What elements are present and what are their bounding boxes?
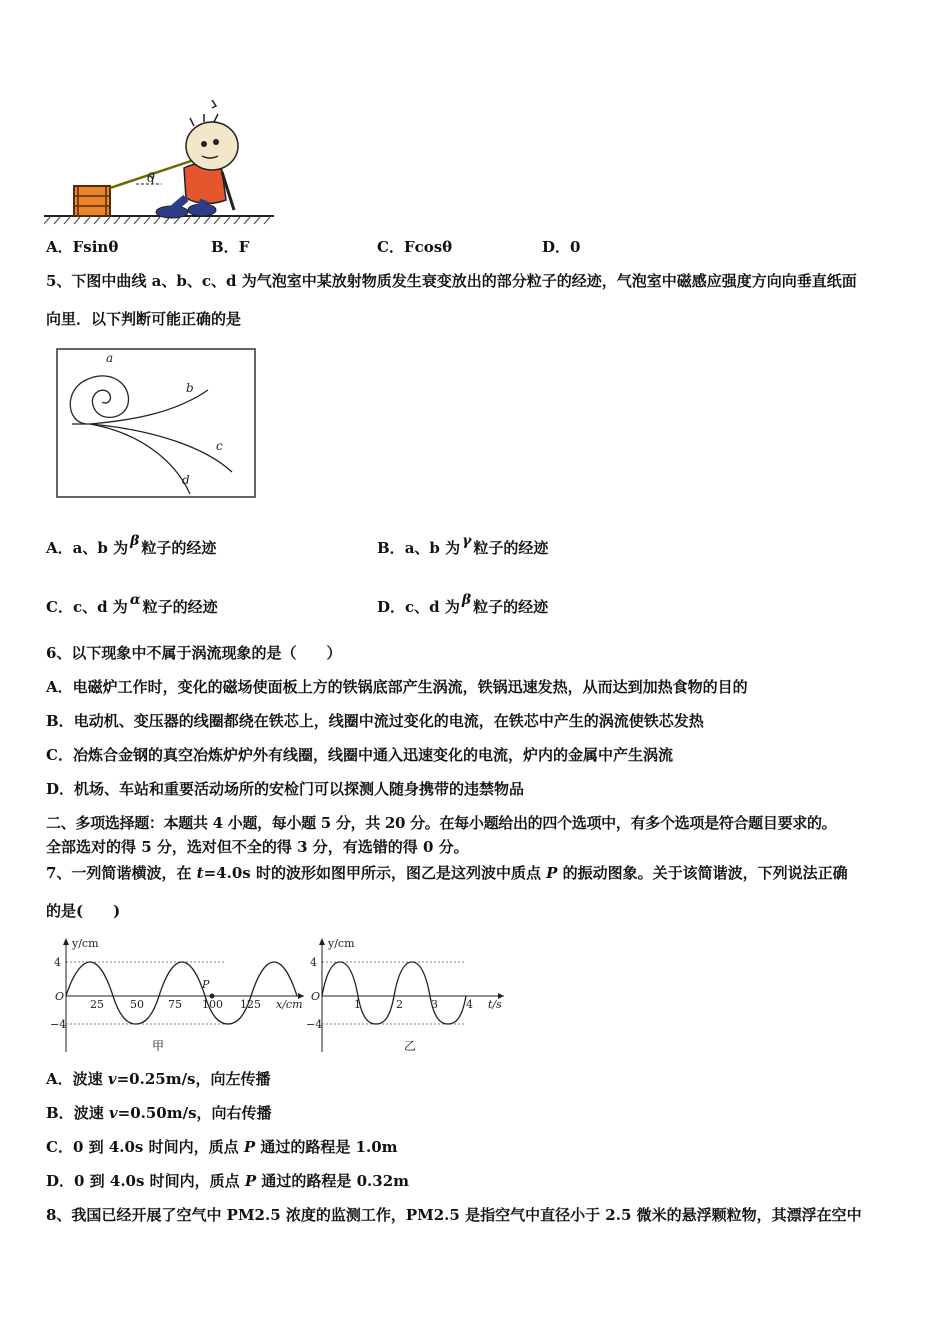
svg-text:O: O — [55, 990, 65, 1003]
section2-heading-line1: 二、多项选择题：本题共 4 小题，每小题 5 分，共 20 分。在每小题给出的四个选项中，有多个选项是符合题目要求的。 — [46, 814, 837, 832]
track-label-a: a — [106, 351, 114, 365]
q6-option-c[interactable]: C．冶炼合金钢的真空冶炼炉炉外有线圈，线圈中通入迅速变化的电流，炉内的金属中产生涡流 — [46, 746, 673, 764]
svg-text:t/s: t/s — [488, 998, 502, 1011]
q4-option-d[interactable]: D．0 — [542, 238, 581, 256]
svg-text:P: P — [202, 978, 210, 991]
beta-symbol: β — [461, 592, 472, 608]
svg-text:100: 100 — [202, 998, 223, 1011]
svg-text:O: O — [311, 990, 321, 1003]
q6-option-d[interactable]: D．机场、车站和重要活动场所的安检门可以探测人随身携带的违禁物品 — [46, 780, 525, 798]
q7-stem-line2: 的是( ) — [46, 902, 121, 920]
q4-option-c[interactable]: C．Fcosθ — [377, 238, 453, 256]
svg-text:75: 75 — [168, 998, 182, 1011]
gamma-symbol: γ — [462, 533, 472, 549]
svg-text:4: 4 — [310, 956, 317, 969]
q5-option-b[interactable]: B．a、b 为 γ 粒子的经迹 — [377, 533, 549, 557]
svg-text:y/cm: y/cm — [328, 937, 355, 950]
q5-stem-line2: 向里．以下判断可能正确的是 — [46, 310, 242, 328]
svg-text:乙: 乙 — [404, 1039, 417, 1053]
svg-text:4: 4 — [466, 998, 473, 1011]
svg-text:50: 50 — [130, 998, 144, 1011]
svg-text:4: 4 — [54, 956, 61, 969]
q4-figure — [44, 100, 276, 226]
svg-text:甲: 甲 — [152, 1039, 165, 1053]
q7-option-c[interactable]: C．0 到 4.0s 时间内，质点 P 通过的路程是 1.0m — [46, 1138, 398, 1156]
svg-text:−4: −4 — [306, 1018, 323, 1031]
svg-text:3: 3 — [431, 998, 438, 1011]
section2-heading-line2: 全部选对的得 5 分，选对但不全的得 3 分，有选错的得 0 分。 — [46, 838, 469, 856]
alpha-symbol: α — [129, 592, 141, 608]
q5-option-d[interactable]: D．c、d 为 β 粒子的经迹 — [377, 592, 549, 616]
q7-stem-line1: 7、一列简谐横波，在 t=4.0s 时的波形如图甲所示，图乙是这列波中质点 P 的振动图象。关于该简谐波，下列说法正确 — [46, 864, 848, 882]
q5-option-a[interactable]: A．a、b 为 β 粒子的经迹 — [46, 533, 217, 557]
q7-option-a[interactable]: A．波速 v=0.25m/s，向左传播 — [46, 1070, 271, 1088]
track-label-c: c — [216, 439, 223, 453]
theta-label: θ — [147, 171, 155, 186]
q6-stem: 6、以下现象中不属于涡流现象的是（ ） — [46, 644, 342, 662]
q5-bubble-chamber-figure — [56, 348, 258, 500]
track-label-b: b — [186, 381, 194, 395]
q5-stem-line1: 5、下图中曲线 a、b、c、d 为气泡室中某放射物质发生衰变放出的部分粒子的经迹，气泡室中磁感应强度方向向垂直纸面 — [46, 272, 857, 290]
q8-stem: 8、我国已经开展了空气中 PM2.5 浓度的监测工作，PM2.5 是指空气中直径小于 2.5 微米的悬浮颗粒物，其漂浮在空中 — [46, 1206, 862, 1224]
svg-text:25: 25 — [90, 998, 104, 1011]
svg-text:x/cm: x/cm — [276, 998, 303, 1011]
q6-option-b[interactable]: B．电动机、变压器的线圈都绕在铁芯上，线圈中流过变化的电流，在铁芯中产生的涡流使铁芯发热 — [46, 712, 704, 730]
svg-text:−4: −4 — [50, 1018, 67, 1031]
svg-text:2: 2 — [396, 998, 403, 1011]
graph-yi — [306, 934, 506, 1056]
q4-option-b[interactable]: B．F — [211, 238, 250, 256]
q4-option-a[interactable]: A．Fsinθ — [46, 238, 119, 256]
q7-option-d[interactable]: D．0 到 4.0s 时间内，质点 P 通过的路程是 0.32m — [46, 1172, 410, 1190]
q5-option-c[interactable]: C．c、d 为 α 粒子的经迹 — [46, 592, 218, 616]
beta-symbol: β — [130, 533, 140, 549]
svg-text:y/cm: y/cm — [72, 937, 99, 950]
svg-text:125: 125 — [240, 998, 261, 1011]
crate — [74, 186, 110, 216]
svg-text:1: 1 — [354, 998, 361, 1011]
q7-option-b[interactable]: B．波速 v=0.50m/s，向右传播 — [46, 1104, 272, 1122]
track-label-d: d — [182, 473, 190, 487]
q6-option-a[interactable]: A．电磁炉工作时，变化的磁场使面板上方的铁锅底部产生涡流，铁锅迅速发热，从而达到加热食物的目的 — [46, 678, 748, 696]
graph-jia — [46, 934, 306, 1056]
